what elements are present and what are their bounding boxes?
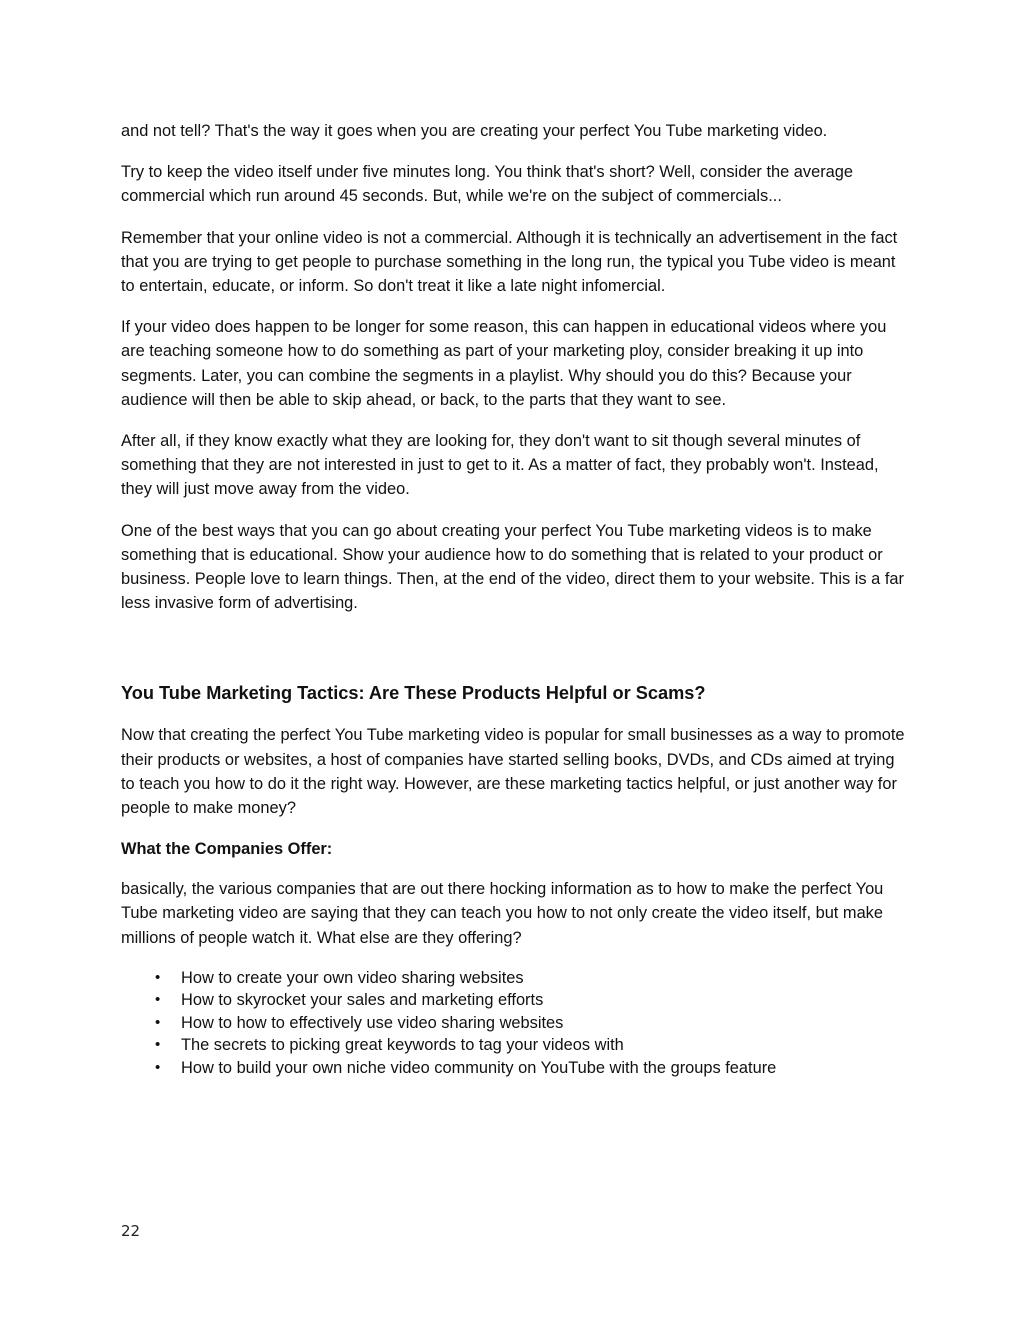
bullet-icon: •	[155, 968, 161, 986]
list-item-text: How to build your own niche video community on YouTube with the groups feature	[181, 1058, 777, 1077]
list-item	[121, 967, 911, 990]
list-item	[121, 1034, 911, 1057]
document-page	[121, 119, 911, 1079]
paragraph: Try to keep the video itself under five minutes long. You think that's short? Well, consider the average commercial which run around 45 seconds. But, while we're on the subject of commercials...	[121, 163, 854, 206]
paragraph: Remember that your online video is not a commercial. Although it is technically an advertisement in the fact that you are trying to get people to purchase something in the long run, the typical you Tube video is meant to entertain, educate, or inform. So don't treat it like a late night infomercial.	[121, 228, 898, 296]
subheading: What the Companies Offer:	[121, 840, 333, 859]
list-item	[121, 1012, 911, 1035]
section-spacer	[121, 632, 911, 681]
paragraph: and not tell? That's the way it goes when you are creating your perfect You Tube marketing video.	[121, 122, 828, 140]
list-item	[121, 989, 911, 1012]
page-number: 22	[121, 1222, 141, 1240]
bullet-icon: •	[155, 1036, 161, 1054]
section-intro-paragraph: Now that creating the perfect You Tube marketing video is popular for small businesses as a way to promote their products or websites, a host of companies have started selling books, DVDs, and CDs aimed at trying to teach you how to do it the right way. However, are these marketing tactics helpful, or just another way for people to make money?	[121, 726, 905, 818]
paragraph: If your video does happen to be longer for some reason, this can happen in educational videos where you are teaching someone how to do something as part of your marketing ploy, consider breaking it up into segments. Later, you can combine the segments in a playlist. Why should you do this? Because your audience will then be able to skip ahead, or back, to the parts that they want to see.	[121, 318, 887, 409]
list-item-text: How to skyrocket your sales and marketing efforts	[181, 991, 544, 1010]
list-item-text: The secrets to picking great keywords to tag your videos with	[181, 1036, 624, 1055]
paragraph: After all, if they know exactly what they are looking for, they don't want to sit though several minutes of something that they are not interested in just to get to it. As a matter of fact, they probably won't. Instead, they will just move away from the video.	[121, 432, 879, 499]
list-item	[121, 1057, 911, 1080]
paragraph: One of the best ways that you can go about creating your perfect You Tube marketing videos is to make something that is educational. Show your audience how to do something that is related to your product or business. People love to learn things. Then, at the end of the video, direct them to your website. This is a far less invasive form of advertising.	[121, 521, 904, 613]
bullet-list	[121, 967, 911, 1080]
list-item-text: How to how to effectively use video sharing websites	[181, 1013, 564, 1032]
bullet-icon: •	[155, 1058, 161, 1076]
bullet-icon: •	[155, 991, 161, 1009]
subsection-paragraph: basically, the various companies that are out there hocking information as to how to make the perfect You Tube marketing video are saying that they can teach you how to not only create the video itself, but make millions of people watch it. What else are they offering?	[121, 880, 884, 947]
bullet-icon: •	[155, 1013, 161, 1031]
section-heading: You Tube Marketing Tactics: Are These Products Helpful or Scams?	[121, 683, 706, 704]
list-item-text: How to create your own video sharing websites	[181, 968, 524, 987]
